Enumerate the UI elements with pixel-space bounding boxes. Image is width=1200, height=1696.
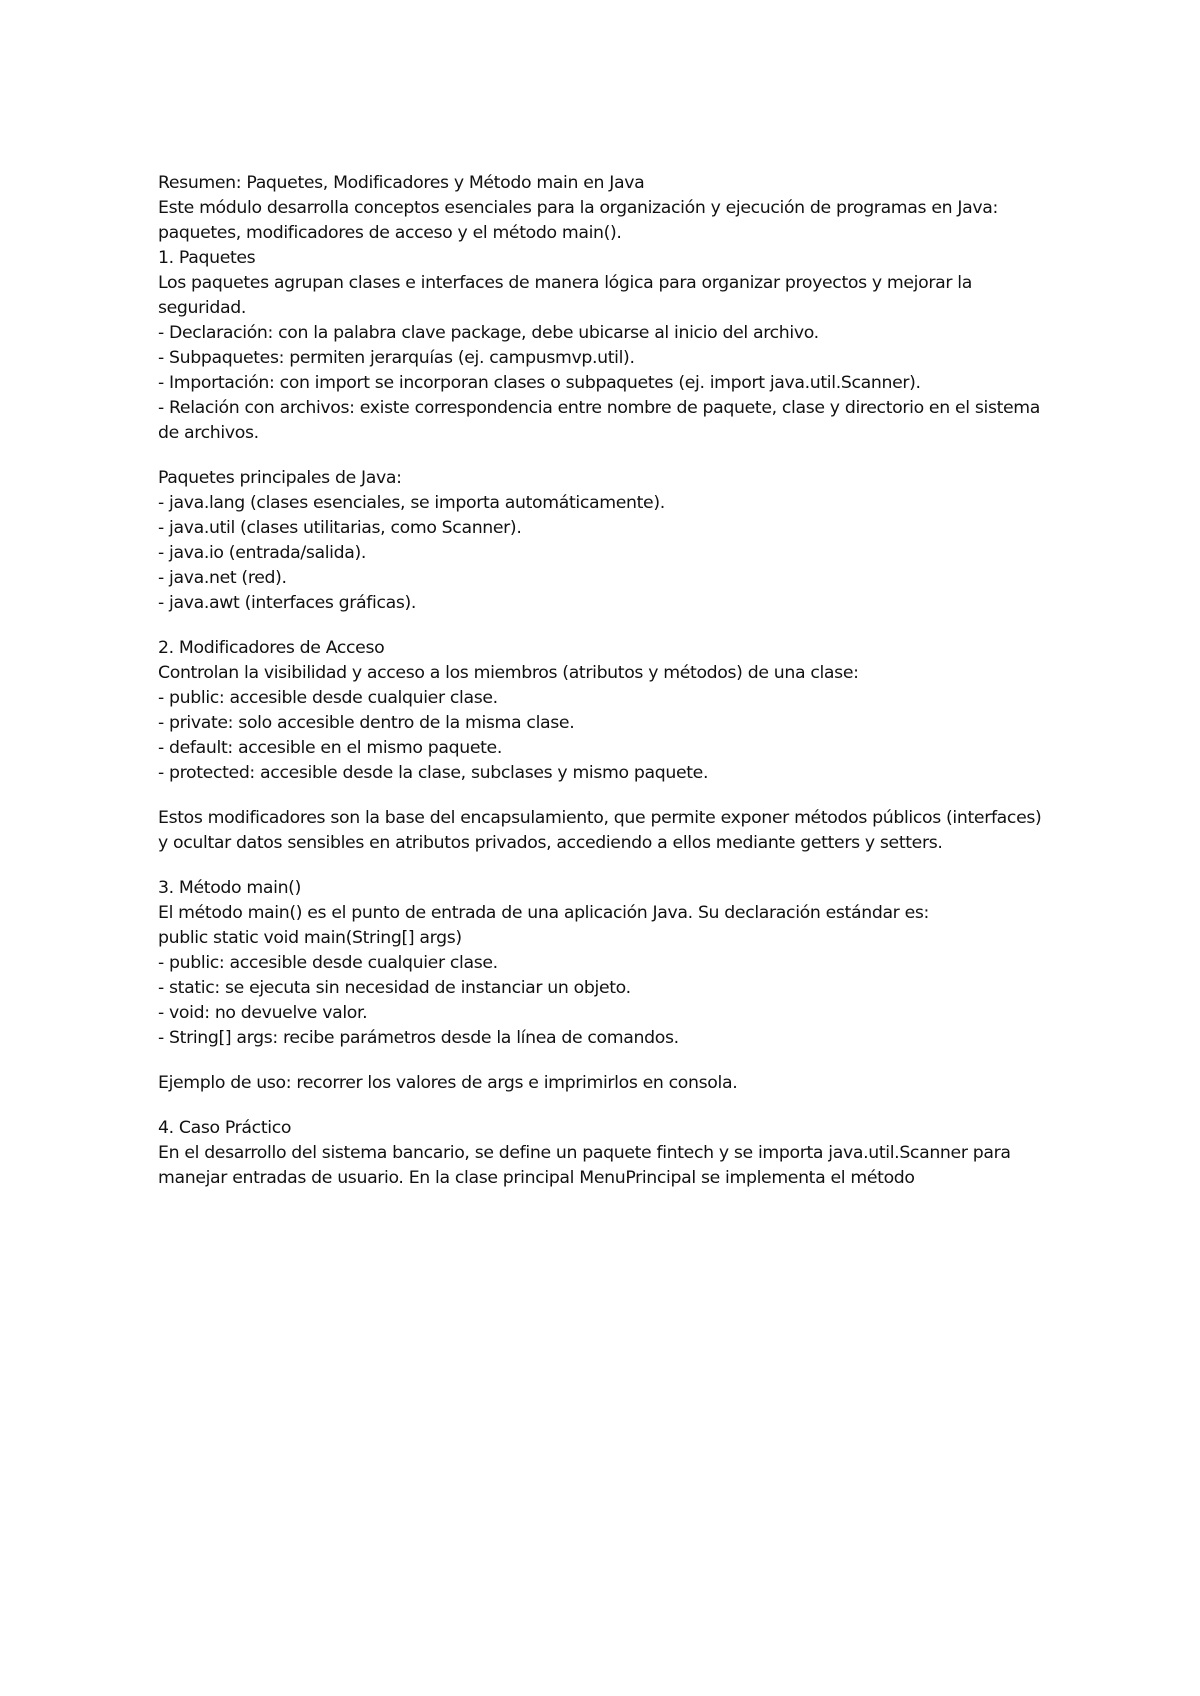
list-item: - Relación con archivos: existe correspondencia entre nombre de paquete, clase y directorio en el sistema de archivos. — [158, 398, 1041, 443]
section-heading-metodo-main: 3. Método main() — [158, 878, 301, 898]
list-item: - java.net (red). — [158, 568, 287, 588]
section-description: Los paquetes agrupan clases e interfaces de manera lógica para organizar proyectos y mejorar la seguridad. — [158, 273, 972, 318]
list-item: - public: accesible desde cualquier clase. — [158, 953, 498, 973]
list-item: - java.util (clases utilitarias, como Scanner). — [158, 518, 522, 538]
list-item: - Importación: con import se incorporan clases o subpaquetes (ej. import java.util.Scanner). — [158, 373, 921, 393]
list-item: - protected: accesible desde la clase, subclases y mismo paquete. — [158, 763, 709, 783]
list-item: - static: se ejecuta sin necesidad de instanciar un objeto. — [158, 978, 631, 998]
list-item: - String[] args: recibe parámetros desde la línea de comandos. — [158, 1028, 679, 1048]
intro-paragraph: Este módulo desarrolla conceptos esenciales para la organización y ejecución de programas en Java: paquetes, modificadores de acceso y el método main(). — [158, 198, 998, 243]
list-item: - default: accesible en el mismo paquete. — [158, 738, 502, 758]
section-description: El método main() es el punto de entrada de una aplicación Java. Su declaración estándar es: — [158, 903, 929, 923]
main-packages-label: Paquetes principales de Java: — [158, 468, 402, 488]
section-description: En el desarrollo del sistema bancario, se define un paquete fintech y se importa java.util.Scanner para manejar entradas de usuario. En la clase principal MenuPrincipal se implementa el método — [158, 1143, 1011, 1188]
list-item: - public: accesible desde cualquier clase. — [158, 688, 498, 708]
list-item: - private: solo accesible dentro de la misma clase. — [158, 713, 575, 733]
list-item: - Subpaquetes: permiten jerarquías (ej. campusmvp.util). — [158, 348, 635, 368]
closing-paragraph: Estos modificadores son la base del encapsulamiento, que permite exponer métodos públicos (interfaces) y ocultar datos sensibles en atributos privados, accediendo a ellos mediante getters y setters. — [158, 808, 1042, 853]
list-item: - java.lang (clases esenciales, se importa automáticamente). — [158, 493, 665, 513]
list-item: - java.io (entrada/salida). — [158, 543, 367, 563]
document-page — [158, 171, 1048, 1191]
list-item: - java.awt (interfaces gráficas). — [158, 593, 417, 613]
example-paragraph: Ejemplo de uso: recorrer los valores de args e imprimirlos en consola. — [158, 1073, 738, 1093]
section-heading-modificadores: 2. Modificadores de Acceso — [158, 638, 385, 658]
section-heading-paquetes: 1. Paquetes — [158, 248, 256, 268]
section-description: Controlan la visibilidad y acceso a los miembros (atributos y métodos) de una clase: — [158, 663, 859, 683]
document-title: Resumen: Paquetes, Modificadores y Método main en Java — [158, 173, 645, 193]
list-item: - Declaración: con la palabra clave package, debe ubicarse al inicio del archivo. — [158, 323, 819, 343]
section-heading-caso-practico: 4. Caso Práctico — [158, 1118, 292, 1138]
main-signature: public static void main(String[] args) — [158, 928, 462, 948]
list-item: - void: no devuelve valor. — [158, 1003, 368, 1023]
